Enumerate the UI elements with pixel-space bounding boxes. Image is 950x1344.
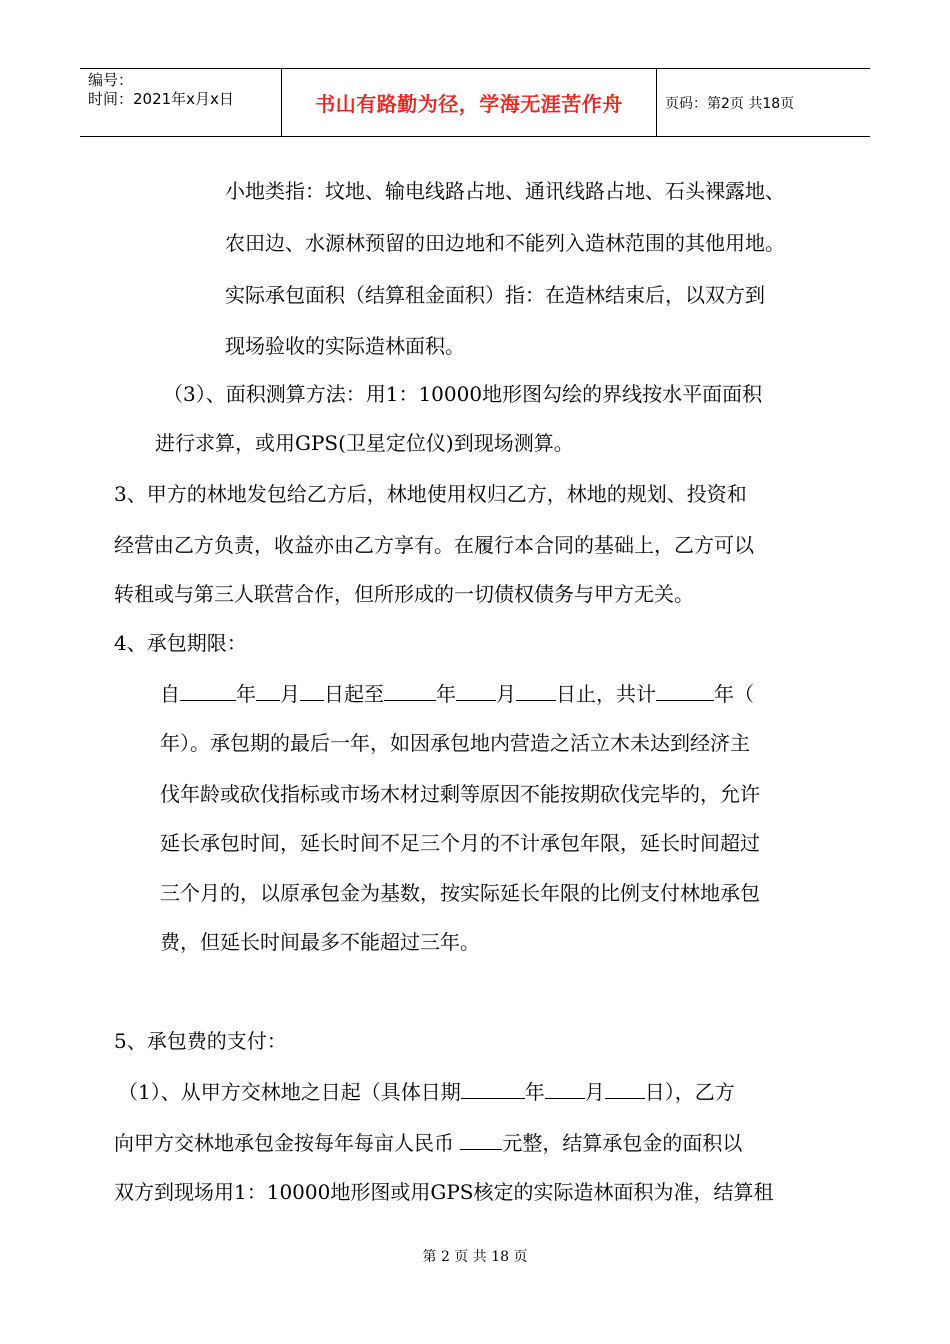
blank-field <box>545 1078 585 1099</box>
body-line: 农田边、水源林预留的田边地和不能列入造林范围的其他用地。 <box>225 231 785 255</box>
body-line: 双方到现场用1：10000地形图或用GPS核定的实际造林面积为准，结算租 <box>114 1180 774 1204</box>
blank-field <box>605 1078 645 1099</box>
body-line: 伐年龄或砍伐指标或市场木材过剩等原因不能按期砍伐完毕的，允许 <box>160 782 760 806</box>
blank-field <box>256 680 280 701</box>
body-line: 小地类指：坟地、输电线路占地、通讯线路占地、石头裸露地、 <box>225 179 785 203</box>
body-line: 3、甲方的林地发包给乙方后，林地使用权归乙方，林地的规划、投资和 <box>114 482 747 506</box>
fill-in-line-date: （1）、从甲方交林地之日起（具体日期 年 月 日），乙方 <box>118 1080 735 1104</box>
blank-field <box>384 680 436 701</box>
body-line: （3）、面积测算方法：用1：10000地形图勾绘的界线按水平面面积 <box>163 382 763 406</box>
body-line: 实际承包面积（结算租金面积）指：在造林结束后，以双方到 <box>225 283 765 307</box>
body-line: 费，但延长时间最多不能超过三年。 <box>160 930 480 954</box>
fill-in-line-term: 自 年 月 日起至 年 月 日止，共计 年（ <box>160 682 754 706</box>
blank-field <box>180 680 236 701</box>
body-line: 三个月的，以原承包金为基数，按实际延长年限的比例支付林地承包 <box>160 881 760 905</box>
header-page-info <box>657 69 870 136</box>
blank-field <box>656 680 714 701</box>
fill-in-line-fee: 向甲方交林地承包金按每年每亩人民币 元整，结算承包金的面积以 <box>114 1131 743 1155</box>
serial-label: 编号： <box>88 71 134 89</box>
page-info-text: 页码：第2页 共18页 <box>665 95 795 112</box>
section-heading: 5、承包费的支付： <box>114 1029 287 1053</box>
page-header <box>80 68 870 137</box>
body-line: 延长承包时间，延长时间不足三个月的不计承包年限，延长时间超过 <box>160 831 760 855</box>
blank-field <box>461 1078 525 1099</box>
blank-field <box>460 1129 502 1150</box>
body-line: 现场验收的实际造林面积。 <box>225 334 465 358</box>
blank-field <box>456 680 496 701</box>
motto-text: 书山有路勤为径，学海无涯苦作舟 <box>315 92 623 116</box>
header-meta <box>80 69 282 136</box>
body-line: 进行求算，或用GPS(卫星定位仪)到现场测算。 <box>155 431 574 455</box>
header-motto-cell <box>282 69 657 136</box>
section-heading: 4、承包期限： <box>114 631 247 655</box>
blank-field <box>516 680 556 701</box>
body-line: 经营由乙方负责，收益亦由乙方享有。在履行本合同的基础上，乙方可以 <box>114 533 754 557</box>
body-line: 年）。承包期的最后一年，如因承包地内营造之活立木未达到经济主 <box>160 731 750 755</box>
date-label: 时间：2021年x月x日 <box>88 90 234 108</box>
page-footer: 第 2 页 共 18 页 <box>422 1249 528 1265</box>
body-line: 转租或与第三人联营合作，但所形成的一切债权债务与甲方无关。 <box>114 582 694 606</box>
blank-field <box>300 680 324 701</box>
